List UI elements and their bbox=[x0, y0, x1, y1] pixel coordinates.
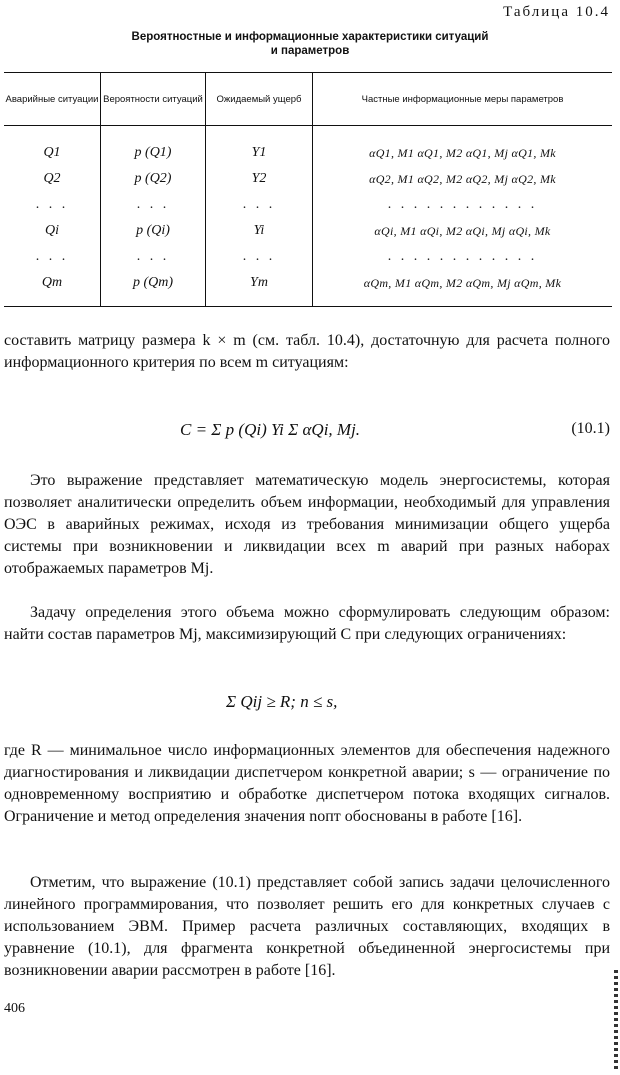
paragraph-3: Задачу определения этого объема можно сформулировать следующим образом: найти состав параметров Mj, максимизирующий C при следующих ограничениях: bbox=[4, 604, 610, 643]
table-cell: . . . . . . . . . . . . bbox=[313, 244, 613, 270]
table-row bbox=[4, 192, 612, 218]
header-info-measures: Частные информационные меры параметров bbox=[313, 73, 613, 126]
table-cell: . . . bbox=[101, 192, 206, 218]
table-cell: p (Q1) bbox=[101, 126, 206, 167]
table-title-line1: Вероятностные и информационные характеристики ситуаций bbox=[131, 31, 489, 43]
table-cell: . . . bbox=[101, 244, 206, 270]
header-damage: Ожидаемый ущерб bbox=[206, 73, 313, 126]
table-title bbox=[20, 30, 600, 58]
paragraph-4: где R — минимальное число информационных элементов для обеспечения надежного диагностирования и ликвидации диспетчером конкретной аварии; s — ограничение по одновременному восприятию и обработке диспетчером потока входящих сигналов. Ограничение и метод определения значения nопт обоснованы в работе [16]. bbox=[4, 742, 610, 825]
table-cell: Y2 bbox=[206, 166, 313, 192]
table-cell: αQ2, M1 αQ2, M2 αQ2, Mj αQ2, Mk bbox=[313, 166, 613, 192]
binding-edge bbox=[614, 970, 618, 1070]
paragraph-2: Это выражение представляет математическую модель энергосистемы, которая позволяет аналитически определить объем информации, необходимый для управления ОЭС в аварийных режимах, исходя из требования минимизации общего ущерба системы при возникновении и ликвидации всех m аварий при разных наборах отображаемых параметров Mj. bbox=[4, 472, 610, 577]
table-cell: Qi bbox=[45, 223, 59, 238]
table-cell: . . . bbox=[206, 192, 313, 218]
formula-constraint bbox=[0, 692, 620, 722]
table-number: Таблица 10.4 bbox=[503, 4, 610, 20]
table-cell: . . . . . . . . . . . . bbox=[313, 192, 613, 218]
table-row bbox=[4, 166, 612, 192]
header-emergency: Аварийные ситуации bbox=[4, 73, 101, 126]
formula-number: (10.1) bbox=[571, 420, 610, 437]
table-cell: p (Qm) bbox=[101, 270, 206, 307]
table-cell: p (Qi) bbox=[101, 218, 206, 244]
table-cell: αQm, M1 αQm, M2 αQm, Mj αQm, Mk bbox=[313, 270, 613, 307]
table-cell: . . . bbox=[35, 249, 69, 264]
paragraph-5: Отметим, что выражение (10.1) представляет собой запись задачи целочисленного линейного программирования, что позволяет решить его для конкретных случаев с использованием ЭВМ. Пример расчета различных составляющих, входящих в уравнение (10.1), для фрагмента конкретной объединенной энергосистемы при возникновении аварии рассмотрен в работе [16]. bbox=[4, 874, 610, 979]
header-probability: Вероятности ситуаций bbox=[101, 73, 206, 126]
table-cell: Yi bbox=[206, 218, 313, 244]
data-table bbox=[4, 72, 612, 307]
paragraph-1: составить матрицу размера k × m (см. табл. 10.4), достаточную для расчета полного информационного критерия по всем m ситуациям: bbox=[4, 332, 610, 371]
formula-expression: C = Σ p (Qi) Yi Σ αQi, Mj. bbox=[180, 420, 361, 439]
table-cell: αQi, M1 αQi, M2 αQi, Mj αQi, Mk bbox=[313, 218, 613, 244]
formula-10-1 bbox=[0, 420, 620, 460]
table-title-line2: и параметров bbox=[270, 45, 350, 57]
table-row bbox=[4, 270, 612, 307]
page-number: 406 bbox=[4, 1001, 25, 1016]
table-cell: Qm bbox=[4, 270, 101, 307]
table-cell: Q1 bbox=[43, 145, 61, 160]
table-cell: . . . bbox=[35, 197, 69, 212]
formula-constraint-expression: Σ Qij ≥ R; n ≤ s, bbox=[226, 692, 338, 711]
table-cell: αQ1, M1 αQ1, M2 αQ1, Mj αQ1, Mk bbox=[313, 126, 613, 167]
table-cell: Y1 bbox=[206, 126, 313, 167]
table-cell: p (Q2) bbox=[101, 166, 206, 192]
table-row bbox=[4, 218, 612, 244]
table-row bbox=[4, 126, 612, 167]
table-header-row bbox=[4, 73, 612, 126]
table-cell: Ym bbox=[206, 270, 313, 307]
table-cell: Q2 bbox=[43, 171, 61, 186]
table-row bbox=[4, 244, 612, 270]
table-cell: . . . bbox=[206, 244, 313, 270]
